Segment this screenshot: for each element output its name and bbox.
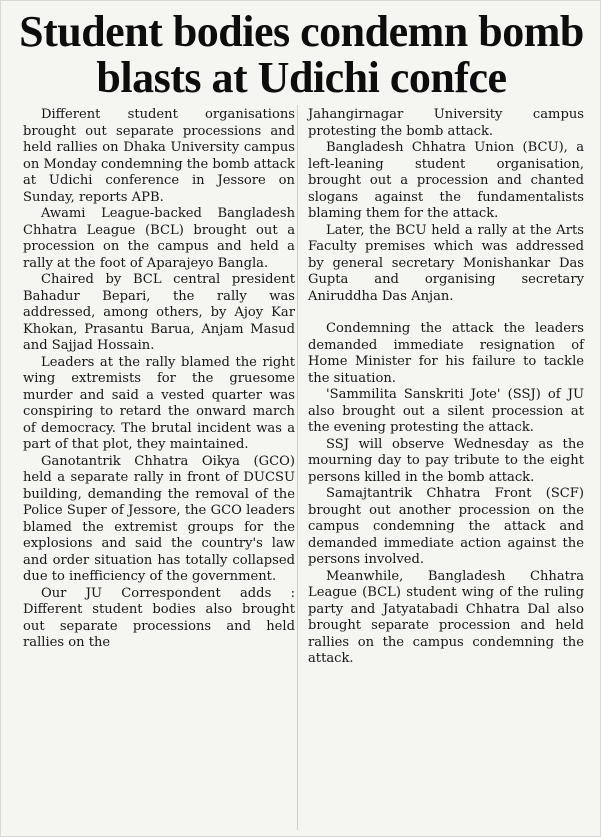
headline-line-1: Student bodies condemn bomb xyxy=(19,7,584,56)
paragraph: Meanwhile, Bangladesh Chhatra League (BCL) student wing of the ruling party and Jatyatabadi Chhatra Dal also brought separate procession and held rallies on the campus condemning the attack. xyxy=(308,568,584,666)
column-gap xyxy=(308,305,584,321)
right-column xyxy=(308,107,584,668)
paragraph: 'Sammilita Sanskriti Jote' (SSJ) of JU also brought out a silent procession at the evening protesting the attack. xyxy=(308,387,584,435)
headline-line-2: blasts at Udichi confce xyxy=(96,53,507,102)
paragraph: Bangladesh Chhatra Union (BCU), a left-leaning student organisation, brought out a procession and chanted slogans against the fundamentalists blaming them for the attack. xyxy=(308,140,584,221)
left-column xyxy=(23,107,295,652)
paragraph: Later, the BCU held a rally at the Arts Faculty premises which was addressed by general secretary Monishankar Das Gupta and organising secretary Aniruddha Das Anjan. xyxy=(308,222,584,304)
paragraph-continued: Jahangirnagar University campus protesting the bomb attack. xyxy=(308,107,584,139)
paragraph: Condemning the attack the leaders demanded immediate resignation of Home Minister for his failure to tackle the situation. xyxy=(308,321,584,386)
paragraph: Awami League-backed Bangladesh Chhatra League (BCL) brought out a procession on the campus and held a rally at the foot of Aparajeyo Bangla. xyxy=(23,206,295,271)
headline xyxy=(1,9,601,101)
paragraph: Chaired by BCL central president Bahadur Bepari, the rally was addressed, among others, by Ajoy Kar Khokan, Prasantu Barua, Anjam Masud and Sajjad Hossain. xyxy=(23,272,295,353)
paragraph: Samajtantrik Chhatra Front (SCF) brought out another procession on the campus condemning the attack and demanded immediate action against the persons involved. xyxy=(308,486,584,567)
paragraph: Different student organisations brought out separate processions and held rallies on Dhaka University campus on Monday condemning the bomb attack at Udichi conference in Jessore on Sunday, reports APB. xyxy=(23,107,295,205)
column-divider xyxy=(297,105,298,830)
paragraph: Leaders at the rally blamed the right wing extremists for the gruesome murder and said a vested quarter was conspiring to retard the onward march of democracy. The brutal incident was a part of that plot, they maintained. xyxy=(23,354,295,452)
paragraph: Ganotantrik Chhatra Oikya (GCO) held a separate rally in front of DUCSU building, demanding the removal of the Police Super of Jessore, the GCO leaders blamed the extremist groups for the explosions and said the country's law and order situation has totally collapsed due to inefficiency of the government. xyxy=(23,453,295,584)
paragraph: Our JU Correspondent adds : Different student bodies also brought out separate processions and held rallies on the xyxy=(23,585,295,650)
paragraph: SSJ will observe Wednesday as the mourning day to pay tribute to the eight persons killed in the bomb attack. xyxy=(308,436,584,485)
